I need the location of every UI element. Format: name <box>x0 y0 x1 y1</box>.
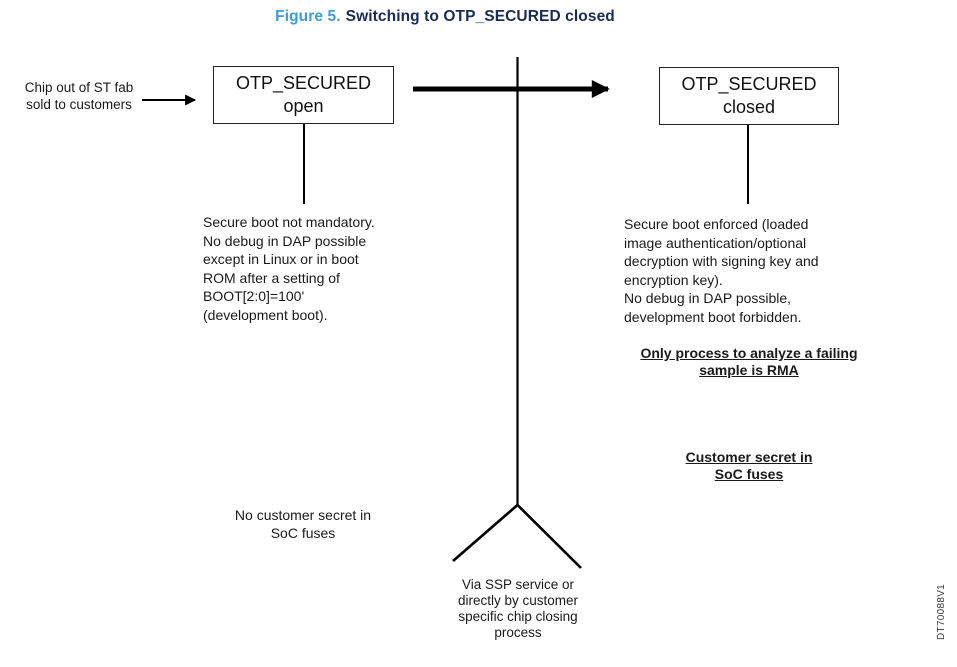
transition-method-note: Via SSP service or directly by customer specific chip closing process <box>457 577 579 640</box>
open-secret-note: No customer secret in SoC fuses <box>234 507 372 541</box>
open-state-description: Secure boot not mandatory. No debug in DAP possible except in Linux or in boot ROM after a setting of BOOT[2:0]=100' (development boot). <box>203 214 375 323</box>
rma-note: Only process to analyze a failing sample is RMA <box>640 345 858 378</box>
closed-secret-note: Customer secret in SoC fuses <box>685 449 813 482</box>
transition-fork-right <box>518 505 582 568</box>
state-box-otp-secured-open: OTP_SECURED open <box>213 66 394 124</box>
closed-state-description: Secure boot enforced (loaded image authentication/optional decryption with signing key and encryption key). No debug in DAP possible, development boot forbidden. <box>624 216 819 325</box>
chip-origin-label: Chip out of ST fab sold to customers <box>24 80 134 112</box>
document-id-watermark: DT70088V1 <box>936 583 947 641</box>
figure-number: Figure 5. <box>275 8 341 25</box>
state-box-otp-secured-closed: OTP_SECURED closed <box>659 67 839 125</box>
transition-fork-left <box>453 505 518 561</box>
figure-caption: Switching to OTP_SECURED closed <box>345 8 615 25</box>
